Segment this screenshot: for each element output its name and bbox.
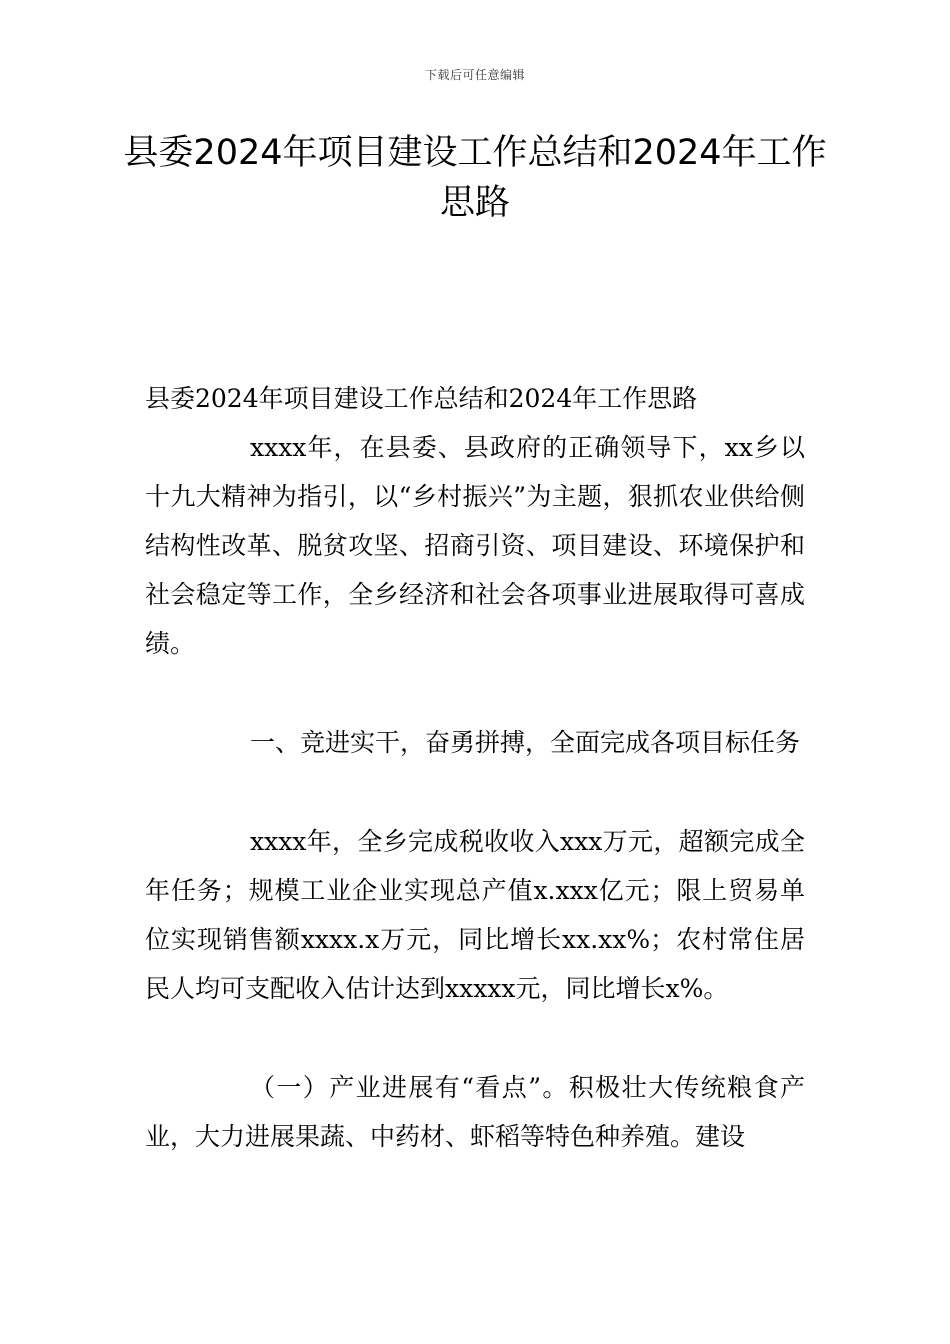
section-heading: 一、竞进实干，奋勇拼搏，全面完成各项目标任务 — [250, 728, 801, 757]
document-title: 县委2024年项目建设工作总结和2024年工作思路 — [123, 133, 827, 223]
paragraph-spacer — [145, 1013, 805, 1063]
paragraph-spacer — [145, 668, 805, 718]
body-paragraph: （一）产业进展有“看点”。积极壮大传统粮食产业，大力进展果蔬、中药材、虾稻等特色种养殖。建设 — [145, 1073, 805, 1151]
document-body — [145, 374, 805, 1161]
body-paragraph: xxxx年，全乡完成税收收入xxx万元，超额完成全年任务；规模工业企业实现总产值x.xxx亿元；限上贸易单位实现销售额xxxx.x万元，同比增长xx.xx%；农村常住居民人均可支配收入估计达到xxxxx元，同比增长x%。 — [145, 827, 805, 1003]
body-paragraph: xxxx年，在县委、县政府的正确领导下，xx乡以十九大精神为指引，以“乡村振兴”为主题，狠抓农业供给侧结构性改革、脱贫攻坚、招商引资、项目建设、环境保护和社会稳定等工作，全乡经济和社会各项事业进展取得可喜成绩。 — [145, 433, 805, 658]
header-note: 下载后可任意编辑 — [424, 68, 525, 82]
document-subtitle: 县委2024年项目建设工作总结和2024年工作思路 — [145, 384, 698, 413]
paragraph-spacer — [145, 767, 805, 817]
